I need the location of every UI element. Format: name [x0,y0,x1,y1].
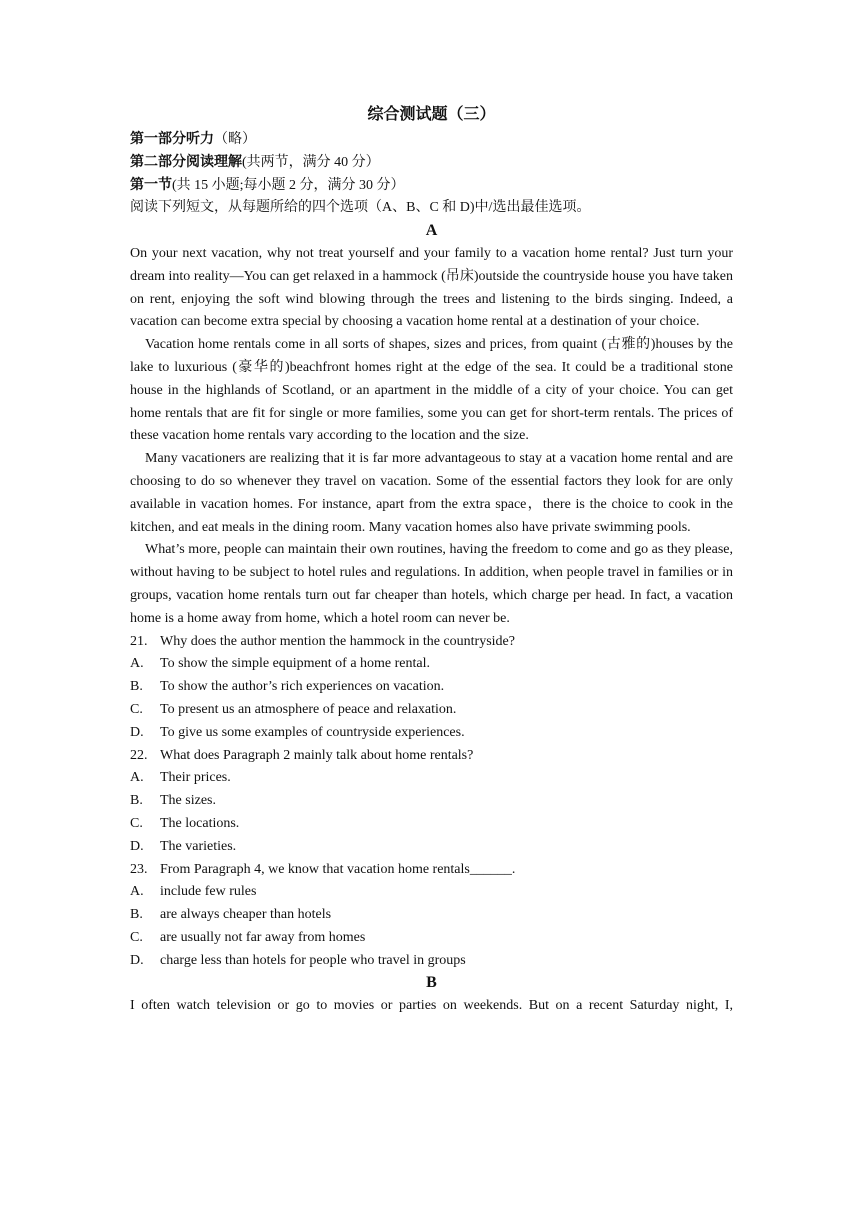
question-22-option-d[interactable] [130,836,733,859]
option-text: charge less than hotels for people who travel in groups [160,952,466,968]
question-21-option-c[interactable] [130,699,733,722]
question-21-option-a[interactable] [130,653,733,676]
option-letter: C. [130,815,143,831]
option-letter: B. [130,793,143,809]
passage-a-paragraph-3: Many vacationers are realizing that it is far more advantageous to stay at a vacation home rental and are choosing to do so whenever they travel on vacation. Some of the essential factors they look for are only available in vacation homes. For instance, apart from the extra space，there is the choice to cook in the kitchen, and eat meals in the dining room. Many vacation homes also have private swimming pools. [130,451,733,535]
question-22-option-c[interactable] [130,813,733,836]
question-text: What does Paragraph 2 mainly talk about home rentals? [160,747,474,763]
option-text: To show the author’s rich experiences on vacation. [160,679,445,695]
document-title: 综合测试题（三） [367,106,496,123]
question-21 [130,631,733,654]
option-text: To give us some examples of countryside experiences. [160,724,465,740]
passage-b-first-line: I often watch television or go to movies or parties on weekends. But on a recent Saturday night, I, [130,998,733,1014]
passage-a-paragraph-4: What’s more, people can maintain their own routines, having the freedom to come and go as they please, without having to be subject to hotel rules and regulations. In addition, when people travel in families or in groups, vacation home rentals turn out far cheaper than hotels, which charge per head. In fact, a vacation home is a home away from home, which a hotel room can never be. [130,542,733,626]
question-21-option-b[interactable] [130,676,733,699]
section1-header-bold: 第一节 [130,177,172,193]
part1-header-bold: 第一部分听力 [130,132,214,147]
part1-header [130,129,733,152]
option-letter: C. [130,701,143,717]
option-letter: A. [130,656,144,672]
passage-b-label: B [426,974,437,992]
option-text: To show the simple equipment of a home rental. [160,656,431,672]
section1-header-rest: (共 15 小题;每小题 2 分，满分 30 分） [172,177,405,193]
question-21-option-d[interactable] [130,722,733,745]
option-text: Their prices. [160,770,231,786]
option-letter: A. [130,770,144,786]
passage-a-paragraph-1: On your next vacation, why not treat yourself and your family to a vacation home rental? Just turn your dream into reality—You can get relaxed in a hammock (吊床)outside the countryside house you have taken on rent, enjoying the soft wind blowing through the trees and listening to the birds singing. Indeed, a vacation can become extra special by choosing a vacation home rental at a destination of your choice. [130,245,733,330]
question-number: 22. [130,747,148,763]
question-23-option-b[interactable] [130,904,733,927]
option-letter: C. [130,929,143,945]
question-23-option-c[interactable] [130,927,733,950]
document-page [130,96,733,1018]
question-number: 23. [130,861,148,877]
option-text: The locations. [160,815,240,831]
option-letter: D. [130,724,144,740]
question-number: 21. [130,633,148,649]
question-text: Why does the author mention the hammock in the countryside? [160,633,515,649]
part2-header-bold: 第二部分阅读理解 [130,154,242,170]
instruction: 阅读下列短文，从每题所给的四个选项（A、B、C 和 D)中/选出最佳选项。 [130,200,591,216]
option-text: The sizes. [160,793,216,809]
question-text: From Paragraph 4, we know that vacation home rentals______. [160,861,516,877]
question-22-option-b[interactable] [130,790,733,813]
question-23-option-d[interactable] [130,950,733,973]
option-text: are usually not far away from homes [160,929,366,945]
option-letter: D. [130,838,144,854]
option-letter: B. [130,679,143,695]
part2-header-rest: (共两节，满分 40 分） [242,154,380,170]
question-23-option-a[interactable] [130,881,733,904]
option-letter: A. [130,884,144,900]
option-letter: B. [130,907,143,923]
question-23 [130,859,733,882]
part1-header-rest: （略） [214,132,256,147]
option-letter: D. [130,952,144,968]
question-22-option-a[interactable] [130,767,733,790]
option-text: To present us an atmosphere of peace and relaxation. [160,701,457,717]
question-22 [130,745,733,768]
option-text: include few rules [160,884,257,900]
part2-header [130,152,733,175]
passage-a-label: A [425,222,438,240]
section1-header [130,175,733,198]
option-text: The varieties. [160,838,237,854]
option-text: are always cheaper than hotels [160,907,332,923]
passage-a-paragraph-2: Vacation home rentals come in all sorts of shapes, sizes and prices, from quaint (古雅的)houses by the lake to luxurious (豪华的)beachfront homes right at the edge of the sea. It could be a traditional stone house in the highlands of Scotland, or an apartment in the middle of a city of your choice. You can get home rentals that are fit for single or more families, some you can get for short-term rentals. The prices of these vacation home rentals vary according to the location and the size. [130,337,733,444]
